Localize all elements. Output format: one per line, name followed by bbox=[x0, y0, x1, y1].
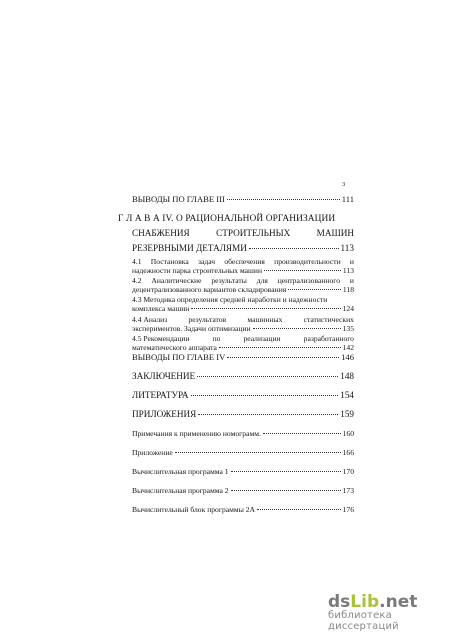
toc-entry-page: 113 bbox=[342, 266, 354, 275]
toc-leader-dots bbox=[253, 328, 341, 329]
toc-entry-page: 142 bbox=[342, 343, 354, 352]
toc-entry-literature bbox=[132, 390, 354, 400]
logo-net: .net bbox=[379, 592, 418, 612]
toc-leader-dots bbox=[263, 433, 341, 434]
toc-entry-page: 166 bbox=[342, 448, 354, 457]
toc-entry-4-4 bbox=[132, 324, 354, 333]
toc-leader-dots bbox=[257, 509, 341, 510]
toc-entry-label: Вычислительная программа 2 bbox=[132, 486, 229, 495]
toc-entry-4-5-line1 bbox=[132, 334, 354, 343]
toc-leader-dots bbox=[231, 490, 341, 491]
toc-entry-page: 173 bbox=[342, 486, 354, 495]
toc-entry-label: математического аппарата bbox=[132, 343, 217, 352]
toc-entry-label: децентрализованного вариантов складирования bbox=[132, 285, 287, 294]
toc-word: результаты bbox=[211, 276, 247, 285]
toc-word: реализации bbox=[243, 334, 281, 343]
toc-entry-page: 148 bbox=[340, 371, 354, 381]
toc-leader-dots bbox=[227, 357, 339, 358]
toc-entry-page: 170 bbox=[342, 467, 354, 476]
toc-leader-dots bbox=[249, 248, 339, 249]
toc-entry-label: ЗАКЛЮЧЕНИЕ bbox=[132, 371, 196, 381]
toc-word: производительности bbox=[274, 257, 341, 266]
toc-entry-label: ВЫВОДЫ ПО ГЛАВЕ IV bbox=[132, 352, 226, 362]
toc-entry-page: 113 bbox=[340, 243, 354, 253]
toc-entry-label: надежности парка строительных машин bbox=[132, 266, 263, 275]
toc-entry-page: 124 bbox=[342, 304, 354, 313]
toc-entry-4-1-line1 bbox=[132, 257, 354, 266]
toc-leader-dots bbox=[175, 452, 341, 453]
toc-leader-dots bbox=[219, 347, 341, 348]
toc-entry-program-1 bbox=[132, 467, 354, 476]
toc-word: 4.5 Рекомендации bbox=[132, 334, 190, 343]
logo-ds: ds bbox=[328, 592, 351, 612]
toc-leader-dots bbox=[197, 376, 338, 377]
toc-entry-conclusions-ch4 bbox=[132, 352, 354, 362]
toc-entry-program-2 bbox=[132, 486, 354, 495]
toc-entry-label: экспериментов. Задачи оптимизации bbox=[132, 324, 251, 333]
toc-word: Постановка bbox=[150, 257, 189, 266]
toc-entry-4-2 bbox=[132, 285, 354, 294]
toc-entry-label: Приложение bbox=[132, 448, 173, 457]
toc-word: по bbox=[212, 334, 221, 343]
toc-entry-label: ЛИТЕРАТУРА bbox=[132, 390, 189, 400]
toc-word: машинных bbox=[247, 315, 283, 324]
watermark-subtitle: библиотека диссертаций bbox=[328, 610, 399, 632]
toc-entry-chapter-4 bbox=[132, 243, 354, 253]
logo-lib: Lib bbox=[350, 592, 380, 612]
toc-word: задач bbox=[197, 257, 216, 266]
toc-word: статистических bbox=[303, 315, 354, 324]
toc-entry-conclusion bbox=[132, 371, 354, 381]
toc-entry-program-2a bbox=[132, 505, 354, 514]
toc-leader-dots bbox=[288, 289, 341, 290]
toc-entry-4-3-line1: 4.3 Методика определения средней наработки и надежности bbox=[132, 295, 328, 304]
toc-entry-page: 135 bbox=[342, 324, 354, 333]
toc-leader-dots bbox=[191, 308, 340, 309]
toc-entry-4-3 bbox=[132, 304, 354, 313]
toc-entry-appendix bbox=[132, 448, 354, 457]
toc-leader-dots bbox=[231, 471, 341, 472]
toc-entry-appendices bbox=[132, 409, 354, 419]
toc-entry-conclusions-ch3 bbox=[132, 194, 354, 204]
toc-word: 4.4 Анализ bbox=[132, 315, 168, 324]
chapter-4-title-line2 bbox=[132, 228, 354, 238]
toc-entry-label: ПРИЛОЖЕНИЯ bbox=[132, 409, 197, 419]
chapter-4-title-line1: Г Л А В А IV. О РАЦИОНАЛЬНОЙ ОРГАНИЗАЦИИ bbox=[118, 214, 336, 224]
toc-word: и bbox=[349, 257, 354, 266]
toc-entry-page: 159 bbox=[340, 409, 354, 419]
toc-entry-label: Вычислительный блок программы 2А bbox=[132, 505, 256, 514]
toc-leader-dots bbox=[191, 395, 339, 396]
toc-entry-4-2-line1 bbox=[132, 276, 354, 285]
toc-word: разработанного bbox=[303, 334, 354, 343]
chapter-4-word: МАШИН bbox=[316, 228, 354, 238]
chapter-4-word: СТРОИТЕЛЬНЫХ bbox=[216, 228, 291, 238]
toc-entry-page: 176 bbox=[342, 505, 354, 514]
toc-entry-page: 111 bbox=[341, 194, 354, 204]
toc-entry-notes bbox=[132, 429, 354, 438]
toc-entry-page: 146 bbox=[341, 352, 354, 362]
toc-word: централизованного bbox=[277, 276, 340, 285]
dslib-logo[interactable] bbox=[328, 592, 450, 612]
toc-word: результатов bbox=[188, 315, 227, 324]
toc-word: обеспечения bbox=[224, 257, 265, 266]
dslib-watermark[interactable] bbox=[328, 592, 450, 632]
chapter-4-word: СНАБЖЕНИЯ bbox=[132, 228, 190, 238]
toc-entry-page: 154 bbox=[340, 390, 354, 400]
toc-word: и bbox=[349, 276, 354, 285]
toc-word: Аналитические bbox=[151, 276, 202, 285]
toc-leader-dots bbox=[264, 270, 341, 271]
toc-entry-4-5 bbox=[132, 343, 354, 352]
toc-leader-dots bbox=[227, 199, 340, 200]
toc-word: 4.2 bbox=[132, 276, 142, 285]
toc-entry-label: РЕЗЕРВНЫМИ ДЕТАЛЯМИ bbox=[132, 243, 247, 253]
toc-entry-label: комплекса машин bbox=[132, 304, 190, 313]
toc-entry-page: 118 bbox=[342, 285, 354, 294]
toc-entry-label: Примечания к применению номограмм. bbox=[132, 429, 261, 438]
toc-word: для bbox=[256, 276, 268, 285]
toc-entry-4-1 bbox=[132, 266, 354, 275]
page-number: 3 bbox=[342, 181, 346, 188]
toc-leader-dots bbox=[198, 414, 338, 415]
toc-word: 4.1 bbox=[132, 257, 142, 266]
toc-entry-page: 160 bbox=[342, 429, 354, 438]
toc-entry-label: ВЫВОДЫ ПО ГЛАВЕ III bbox=[132, 194, 225, 204]
toc-entry-label: Вычислительная программа 1 bbox=[132, 467, 229, 476]
toc-entry-4-4-line1 bbox=[132, 315, 354, 324]
